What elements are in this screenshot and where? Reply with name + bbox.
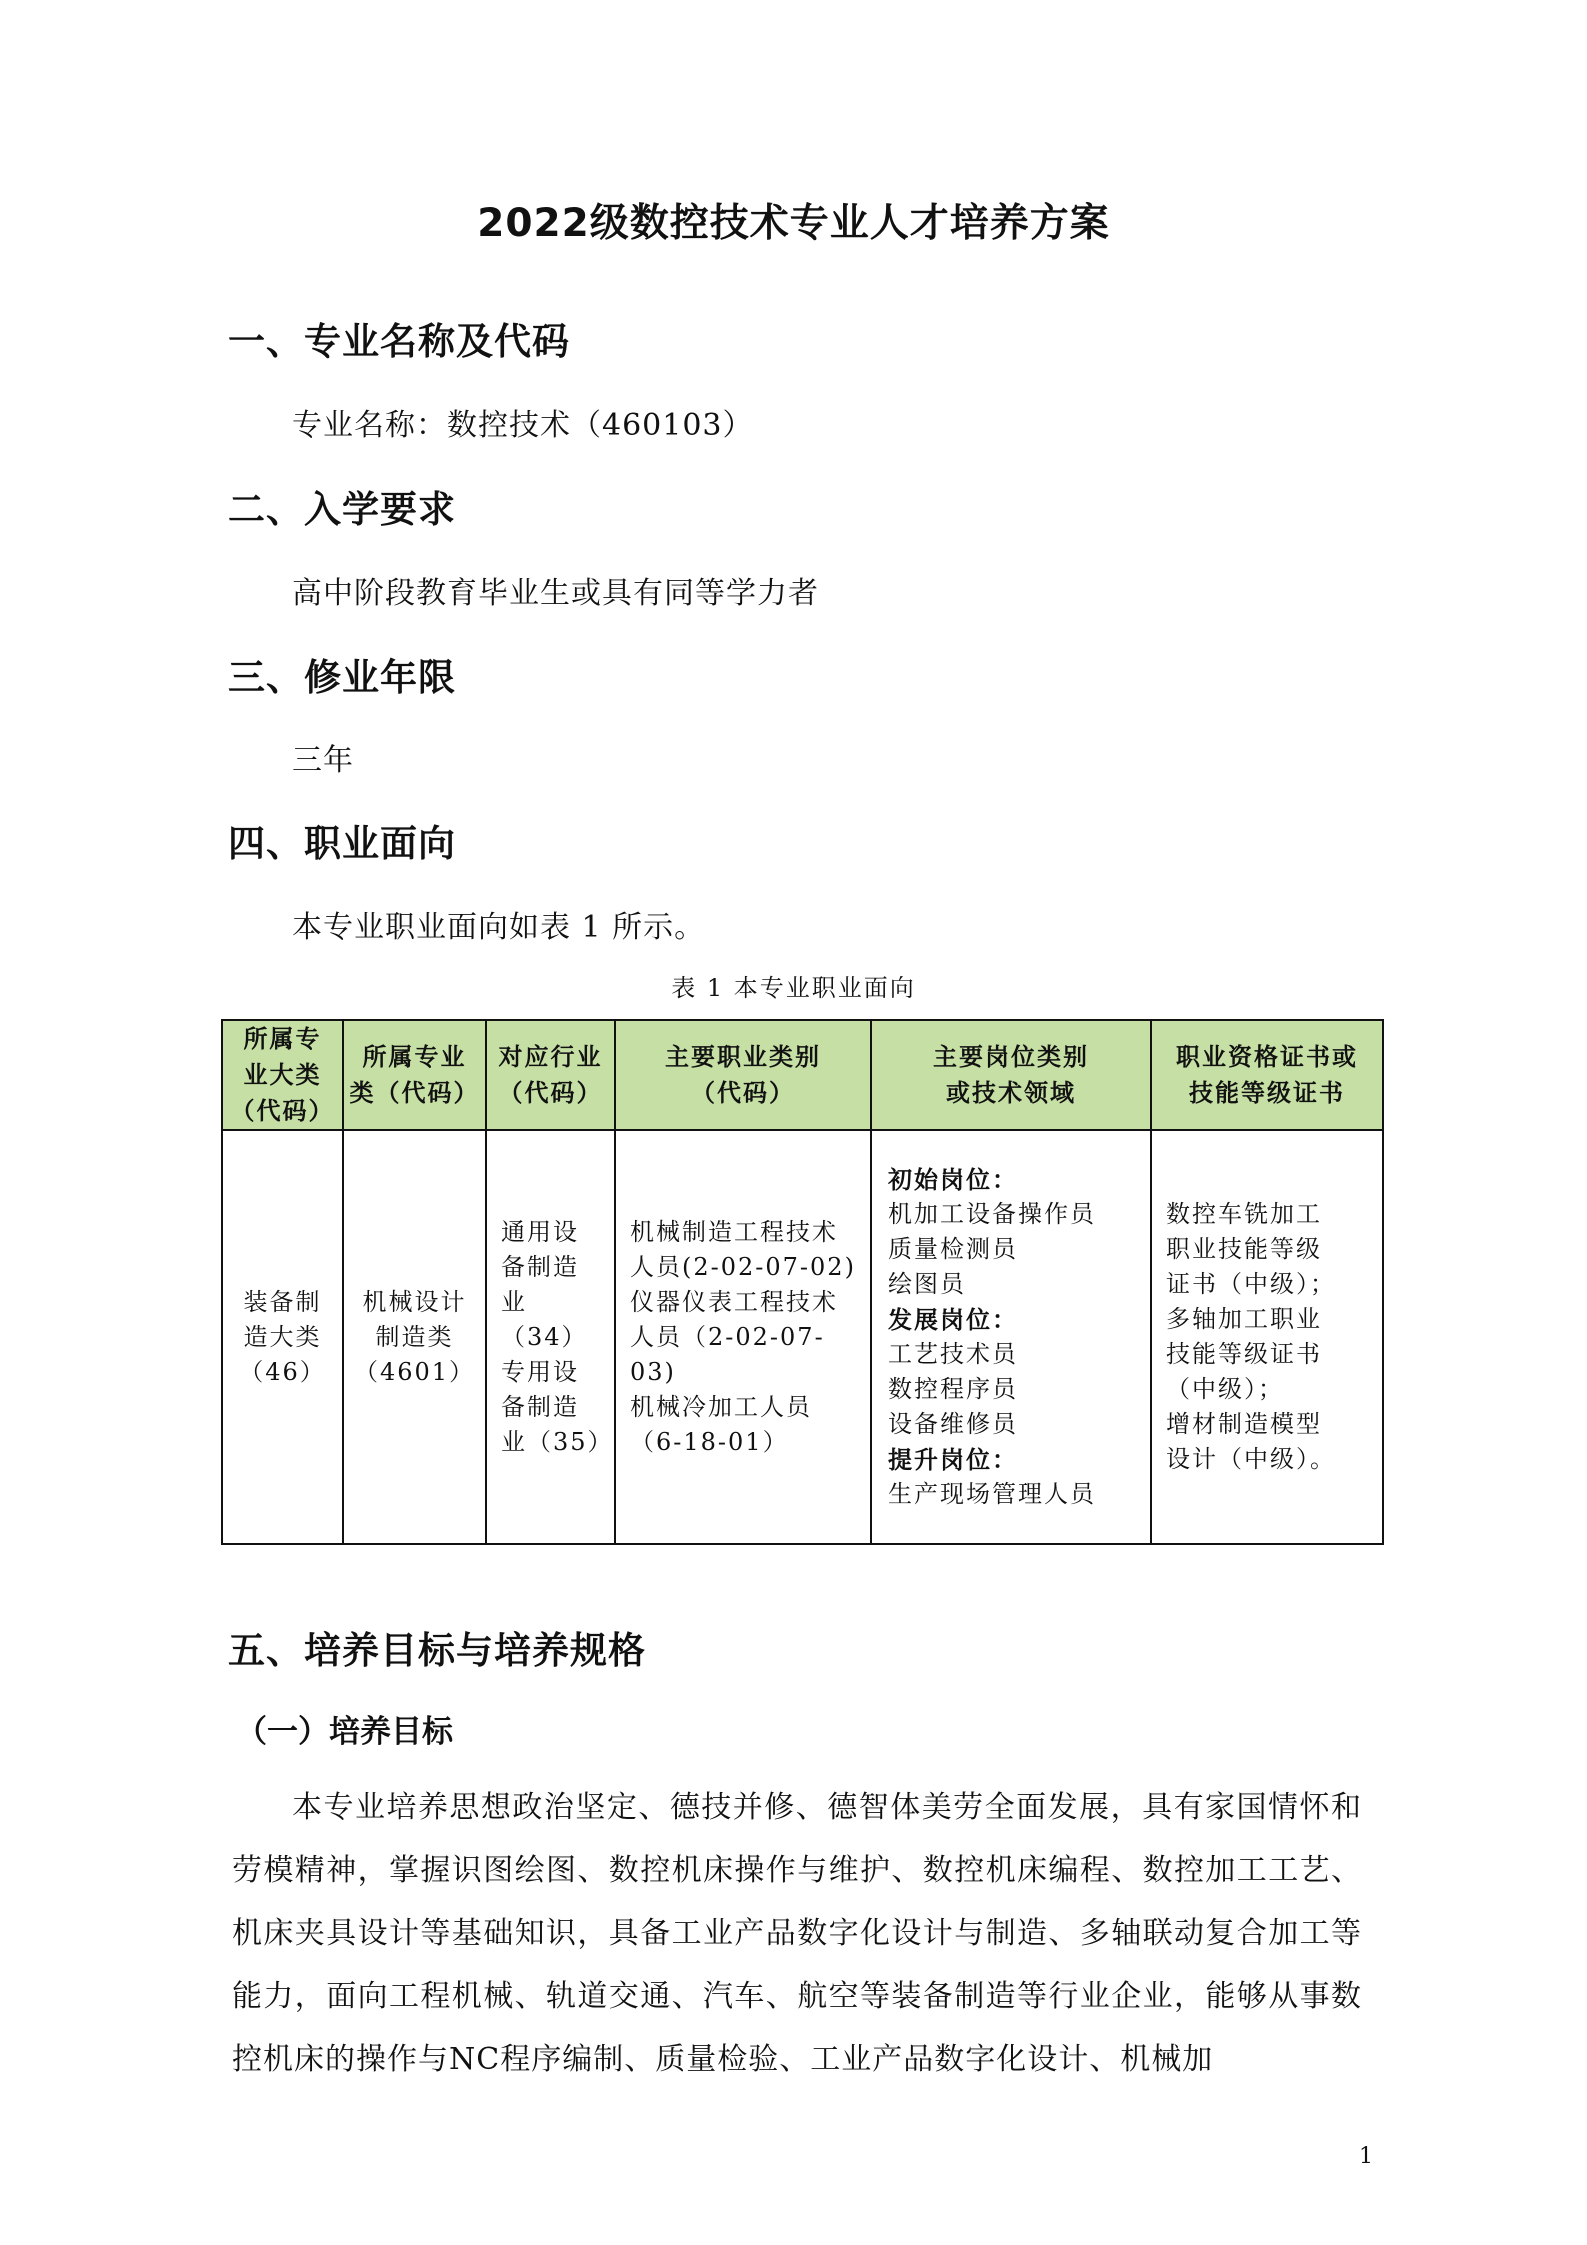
position-group-initial bbox=[888, 1162, 1142, 1302]
position-group-label: 发展岗位： bbox=[888, 1305, 1018, 1334]
section-heading-major-name: 一、专业名称及代码 bbox=[228, 320, 570, 363]
training-goal-paragraph: 本专业培养思想政治坚定、德技并修、德智体美劳全面发展，具有家国情怀和劳模精神，掌握识图绘图、数控机床操作与维护、数控机床编程、数控加工工艺、机床夹具设计等基础知识，具备工业产品数字化设计与制造、多轴联动复合加工等能力，面向工程机械、轨道交通、汽车、航空等装备制造等行业企业，能够从事数控机床的操作与NC程序编制、质量检验、工业产品数字化设计、机械加 bbox=[232, 1790, 1362, 2077]
position-item: 设备维修员 bbox=[888, 1410, 1018, 1438]
position-group-promotion bbox=[888, 1442, 1142, 1512]
section-heading-admission: 二、入学要求 bbox=[228, 488, 456, 531]
position-item: 机加工设备操作员 bbox=[888, 1200, 1096, 1228]
table-row bbox=[222, 1130, 1383, 1544]
document-title: 2022级数控技术专业人才培养方案 bbox=[477, 201, 1110, 246]
major-name-text: 专业名称：数控技术（460103） bbox=[292, 408, 754, 443]
duration-text: 三年 bbox=[292, 743, 354, 778]
position-item: 绘图员 bbox=[888, 1270, 966, 1298]
header-major-subcategory: 所属专业 类（代码） bbox=[343, 1020, 486, 1130]
table-caption: 表 1 本专业职业面向 bbox=[671, 974, 916, 1002]
occupation-intro-text: 本专业职业面向如表 1 所示。 bbox=[292, 910, 706, 945]
section-heading-duration: 三、修业年限 bbox=[228, 656, 456, 699]
position-item: 数控程序员 bbox=[888, 1375, 1018, 1403]
header-positions: 主要岗位类别 或技术领域 bbox=[871, 1020, 1151, 1130]
position-item: 生产现场管理人员 bbox=[888, 1480, 1096, 1508]
subsection-heading-goals: （一）培养目标 bbox=[236, 1714, 453, 1750]
position-group-label: 提升岗位： bbox=[888, 1445, 1018, 1474]
position-item: 工艺技术员 bbox=[888, 1340, 1018, 1368]
section-heading-occupation: 四、职业面向 bbox=[228, 822, 456, 865]
cell-positions bbox=[871, 1130, 1151, 1544]
cell-occupations: 机械制造工程技术 人员(2-02-07-02) 仪器仪表工程技术 人员（2-02-07-03) 机械冷加工人员 （6-18-01） bbox=[615, 1130, 871, 1544]
header-certificates: 职业资格证书或 技能等级证书 bbox=[1151, 1020, 1383, 1130]
cell-industry: 通用设 备制造 业（34） 专用设 备制造 业（35） bbox=[486, 1130, 615, 1544]
occupation-table bbox=[221, 1019, 1384, 1545]
section-heading-training-goals: 五、培养目标与培养规格 bbox=[228, 1629, 646, 1672]
cell-major-category: 装备制 造大类 （46） bbox=[222, 1130, 343, 1544]
header-occupation: 主要职业类别 （代码） bbox=[615, 1020, 871, 1130]
cell-certificates: 数控车铣加工 职业技能等级 证书（中级）； 多轴加工职业 技能等级证书 （中级）； 增材制造模型 设计（中级）。 bbox=[1151, 1130, 1383, 1544]
header-major-category: 所属专 业大类 （代码） bbox=[222, 1020, 343, 1130]
table-header-row bbox=[222, 1020, 1383, 1130]
page-number: 1 bbox=[1359, 2144, 1373, 2169]
cell-major-subcategory: 机械设计 制造类 （4601） bbox=[343, 1130, 486, 1544]
position-group-development bbox=[888, 1302, 1142, 1442]
header-industry: 对应行业 （代码） bbox=[486, 1020, 615, 1130]
admission-text: 高中阶段教育毕业生或具有同等学力者 bbox=[292, 576, 819, 611]
position-item: 质量检测员 bbox=[888, 1235, 1018, 1263]
position-group-label: 初始岗位： bbox=[888, 1165, 1018, 1194]
